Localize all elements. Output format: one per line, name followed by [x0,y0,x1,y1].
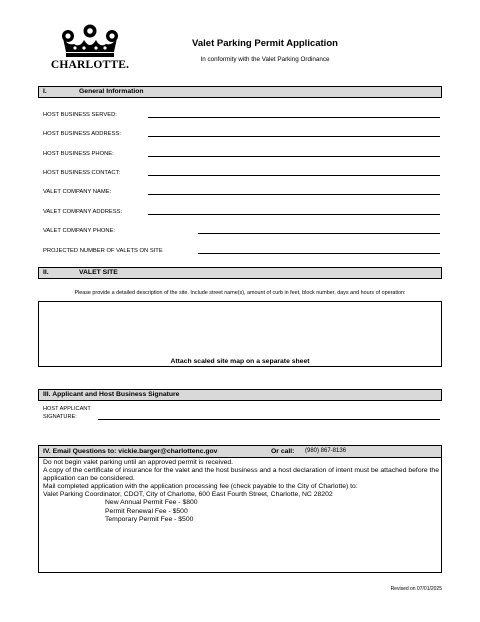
section-general-information-header [38,86,442,98]
document-title: Valet Parking Permit Application [192,38,338,49]
revision-date: Revised on 07/01/2025 [390,586,442,592]
mailing-address: Valet Parking Coordinator, CDOT, City of Charlotte, 600 East Fourth Street, Charlotte, NC 28202 [43,491,333,499]
valet-company-name-field[interactable] [148,194,440,195]
call-label: Or call: [271,448,295,455]
fee-item: New Annual Permit Fee - $800 [105,499,198,507]
fee-item: Temporary Permit Fee - $500 [105,515,194,523]
signature-label-line1: HOST APPLICANT [43,406,91,412]
valet-company-phone-label: VALET COMPANY PHONE: [43,228,116,234]
section-valet-site-header [38,267,442,279]
logo-wordmark: CHARLOTTE. [50,59,130,71]
instruction-line: A copy of the certificate of insurance for the valet and the host business and a host declaration of intent must be attached before the application can be considered. [43,467,439,483]
section-title: III. Applicant and Host Business Signature [43,391,180,398]
host-business-phone-field[interactable] [148,156,440,157]
contact-header [39,446,441,458]
instruction-line: Mail completed application with the application processing fee (check payable to the City of Charlotte) to: [43,483,358,491]
section-number: II. [43,269,49,276]
fee-item: Permit Renewal Fee - $500 [105,507,188,515]
email-heading: IV. Email Questions to: vickie.barger@charlottenc.gov [43,448,218,455]
site-map-note: Attach scaled site map on a separate sheet [170,358,310,365]
host-business-contact-field[interactable] [148,175,440,176]
valet-company-address-label: VALET COMPANY ADDRESS: [43,209,123,215]
valet-company-phone-field[interactable] [198,233,440,234]
charlotte-logo [50,24,130,72]
projected-valets-label: PROJECTED NUMBER OF VALETS ON SITE [43,248,163,254]
section-signature-header [38,389,442,401]
phone-number: (980) 867-8136 [305,448,347,454]
contact-info-box [38,445,442,573]
host-business-contact-label: HOST BUSINESS CONTACT: [43,170,121,176]
document-subtitle: In conformity with the Valet Parking Ordinance [200,56,330,63]
section-title: General Information [79,88,144,95]
host-business-served-field[interactable] [148,117,440,118]
signature-field[interactable] [98,419,440,420]
valet-company-name-label: VALET COMPANY NAME: [43,189,112,195]
site-description-instruction: Please provide a detailed description of the site. Include street name(s), amount of curb in feet, block number, days and hours of operation: [74,290,406,296]
host-business-address-label: HOST BUSINESS ADDRESS: [43,131,121,137]
host-business-address-field[interactable] [148,136,440,137]
section-title: VALET SITE [79,269,118,276]
contact-instructions [43,459,439,524]
instruction-line: Do not begin valet parking until an approved permit is received. [43,459,234,466]
section-number: I. [43,88,47,95]
site-description-textarea[interactable] [38,301,442,367]
signature-label-line2: SIGNATURE: [43,414,77,420]
projected-valets-field[interactable] [198,253,440,254]
host-business-phone-label: HOST BUSINESS PHONE: [43,151,114,157]
valet-company-address-field[interactable] [148,214,440,215]
host-business-served-label: HOST BUSINESS SERVED: [43,112,117,118]
crown-icon [60,24,120,58]
